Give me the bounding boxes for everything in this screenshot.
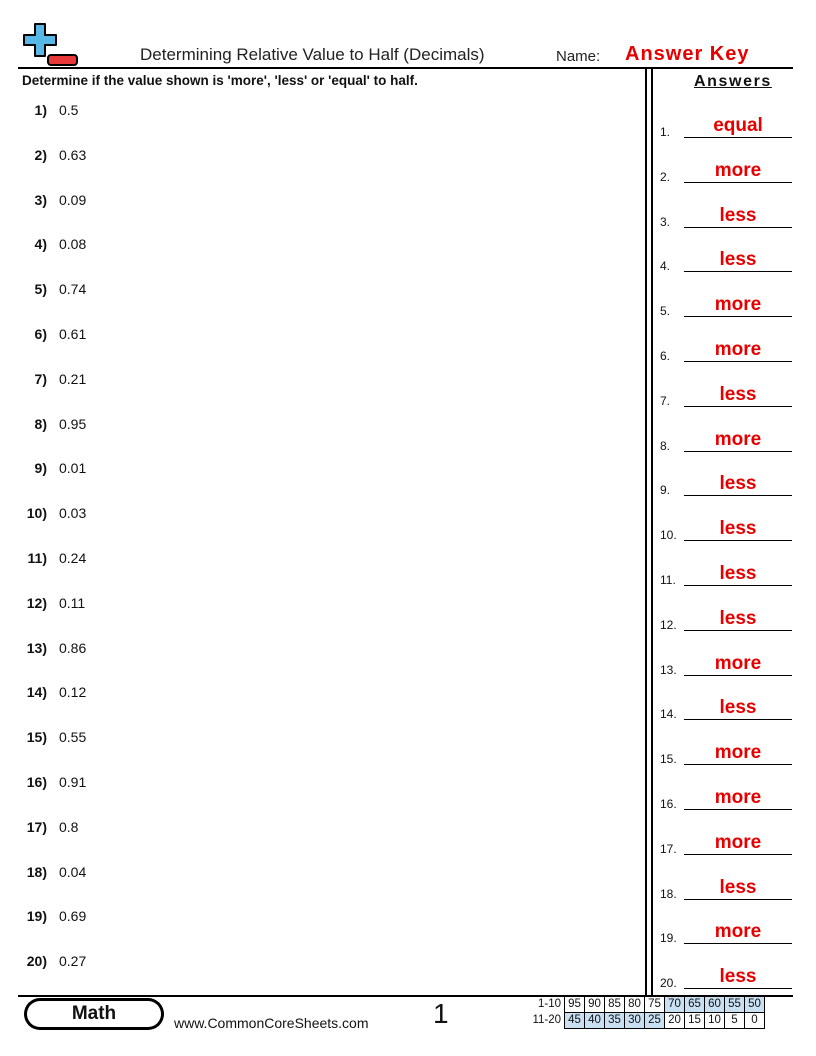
question-number: 18) (26, 863, 47, 880)
question-number: 5) (34, 281, 47, 298)
answer-item (660, 115, 792, 139)
subject-badge (24, 998, 164, 1030)
answer-blank-line (684, 451, 792, 452)
answer-value: more (714, 294, 762, 316)
score-cell: 45 (565, 1013, 585, 1029)
score-cell: 75 (645, 997, 665, 1013)
question-number: 17) (26, 818, 47, 835)
answer-item (660, 384, 792, 408)
answer-number: 11. (660, 573, 676, 587)
answer-item (660, 563, 792, 587)
answer-blank-line (684, 227, 792, 228)
answer-item (660, 877, 792, 901)
answer-value: less (719, 966, 757, 988)
answer-blank-line (684, 719, 792, 720)
answer-blank-line (684, 943, 792, 944)
answer-value: more (714, 787, 762, 808)
answer-item (660, 205, 792, 229)
answer-blank-line (684, 675, 792, 676)
question-number: 11) (27, 550, 47, 566)
answer-value: less (719, 697, 757, 719)
question-number: 15) (26, 729, 47, 746)
question-value: 0.04 (59, 863, 87, 880)
question-value: 0.5 (59, 102, 79, 118)
answer-value: more (714, 921, 762, 943)
question-value: 0.27 (59, 953, 87, 970)
plus-minus-logo-icon (22, 22, 80, 68)
score-cell: 55 (725, 997, 745, 1013)
answer-value: more (714, 339, 762, 360)
score-row-label: 1-10 (537, 998, 561, 1010)
name-label: Name: (556, 48, 601, 65)
answer-number: 4. (660, 259, 671, 274)
answer-number: 1. (660, 125, 671, 139)
answer-item (660, 608, 792, 632)
column-divider-right (651, 68, 653, 996)
answer-item (660, 518, 792, 542)
answer-blank-line (684, 585, 792, 586)
answer-value: less (719, 249, 757, 271)
question-value: 0.08 (59, 236, 87, 253)
question-number: 19) (26, 908, 47, 925)
answer-number: 13. (660, 662, 677, 677)
question-number: 3) (34, 191, 47, 208)
question-number: 16) (26, 774, 47, 790)
instructions: Determine if the value shown is 'more', 'less' or 'equal' to half. (22, 73, 418, 88)
answer-blank-line (684, 182, 792, 183)
answer-blank-line (684, 540, 792, 541)
score-cell: 25 (645, 1013, 665, 1029)
question-value: 0.95 (59, 415, 87, 432)
score-cell: 60 (705, 997, 725, 1013)
answer-value: more (714, 428, 762, 450)
answer-item (660, 787, 792, 811)
question-number: 2) (34, 146, 47, 163)
answer-value: more (714, 652, 762, 674)
answer-item (660, 339, 792, 363)
question-number: 14) (26, 684, 47, 701)
answer-blank-line (684, 988, 792, 989)
answer-blank-line (684, 361, 792, 362)
answer-blank-line (684, 764, 792, 765)
answer-number: 6. (660, 349, 671, 363)
answer-blank-line (684, 137, 792, 138)
answer-value: more (714, 831, 762, 853)
worksheet-title: Determining Relative Value to Half (Decimals) (140, 45, 485, 64)
answer-item (660, 832, 792, 856)
score-row (525, 997, 765, 1013)
question-number: 10) (26, 505, 47, 522)
question-value: 0.09 (59, 191, 87, 208)
score-cell: 20 (665, 1013, 685, 1029)
question-value: 0.55 (59, 729, 87, 746)
score-cell: 40 (585, 1013, 605, 1029)
question-value: 0.24 (59, 550, 87, 566)
answer-number: 2. (660, 169, 671, 184)
question-value: 0.61 (59, 326, 87, 342)
header-divider (18, 67, 793, 69)
subject-label: Math (27, 1001, 161, 1027)
answer-number: 9. (660, 483, 671, 498)
answer-blank-line (684, 630, 792, 631)
question-number: 9) (34, 460, 47, 477)
question-number: 8) (34, 415, 47, 432)
answer-value: more (714, 742, 762, 764)
answer-value: less (719, 473, 757, 495)
answer-number: 14. (660, 707, 677, 722)
answer-number: 17. (660, 841, 677, 856)
website-text: www.CommonCoreSheets.com (174, 1015, 369, 1031)
score-cell: 15 (685, 1013, 705, 1029)
answer-item (660, 473, 792, 497)
answer-value: less (719, 563, 757, 584)
score-cell: 95 (565, 997, 585, 1013)
answer-value: equal (713, 115, 763, 136)
answer-number: 7. (660, 393, 671, 408)
answer-value: less (719, 607, 757, 629)
score-row-label: 11-20 (532, 1014, 561, 1026)
question-number: 1) (34, 102, 47, 118)
score-cell: 50 (745, 997, 765, 1013)
answer-item (660, 966, 792, 990)
answer-number: 12. (660, 617, 677, 632)
answer-item (660, 921, 792, 945)
page-number: 1 (433, 998, 449, 1029)
answer-value: less (719, 204, 757, 226)
score-cell: 10 (705, 1013, 725, 1029)
question-value: 0.01 (59, 460, 87, 477)
answer-item (660, 249, 792, 273)
score-row (525, 1013, 765, 1029)
question-value: 0.63 (59, 146, 87, 163)
question-value: 0.12 (59, 684, 87, 701)
question-value: 0.03 (59, 505, 87, 522)
answer-blank-line (684, 495, 792, 496)
question-value: 0.11 (59, 594, 86, 611)
question-number: 7) (34, 370, 47, 387)
answer-blank-line (684, 271, 792, 272)
question-value: 0.8 (59, 818, 79, 835)
answer-blank-line (684, 316, 792, 317)
score-cell: 0 (745, 1013, 765, 1029)
score-cell: 90 (585, 997, 605, 1013)
score-cell: 30 (625, 1013, 645, 1029)
answer-number: 19. (660, 931, 677, 946)
answer-item (660, 160, 792, 184)
answer-item (660, 294, 792, 318)
question-number: 4) (34, 236, 47, 253)
answer-blank-line (684, 406, 792, 407)
answer-number: 3. (660, 214, 671, 229)
question-value: 0.74 (59, 281, 87, 298)
answer-number: 5. (660, 304, 671, 319)
answers-header: Answers (694, 73, 772, 90)
question-value: 0.69 (59, 908, 87, 925)
score-cell: 70 (665, 997, 685, 1013)
answer-item (660, 742, 792, 766)
score-cell: 35 (605, 1013, 625, 1029)
answer-item (660, 653, 792, 677)
question-value: 0.86 (59, 639, 87, 656)
answer-value: less (719, 876, 757, 898)
answer-item (660, 697, 792, 721)
question-number: 12) (26, 594, 47, 611)
question-number: 6) (34, 326, 47, 342)
answer-number: 8. (660, 438, 671, 453)
answer-number: 16. (660, 797, 677, 811)
answer-item (660, 429, 792, 453)
score-cell: 65 (685, 997, 705, 1013)
answer-blank-line (684, 809, 792, 810)
score-cell: 80 (625, 997, 645, 1013)
answer-number: 20. (660, 976, 677, 991)
question-number: 20) (26, 953, 47, 970)
score-table (525, 996, 765, 1029)
answer-number: 18. (660, 886, 677, 901)
answer-number: 15. (660, 752, 677, 767)
answer-value: less (719, 518, 757, 540)
answer-value: less (719, 383, 757, 405)
score-cell: 5 (725, 1013, 745, 1029)
question-value: 0.21 (59, 370, 87, 387)
answer-value: more (714, 159, 762, 181)
column-divider-left (645, 68, 647, 996)
answer-number: 10. (660, 528, 677, 543)
score-cell: 85 (605, 997, 625, 1013)
answer-blank-line (684, 899, 792, 900)
question-value: 0.91 (59, 774, 87, 790)
question-number: 13) (26, 639, 47, 656)
answer-blank-line (684, 854, 792, 855)
name-value: Answer Key (625, 43, 750, 65)
